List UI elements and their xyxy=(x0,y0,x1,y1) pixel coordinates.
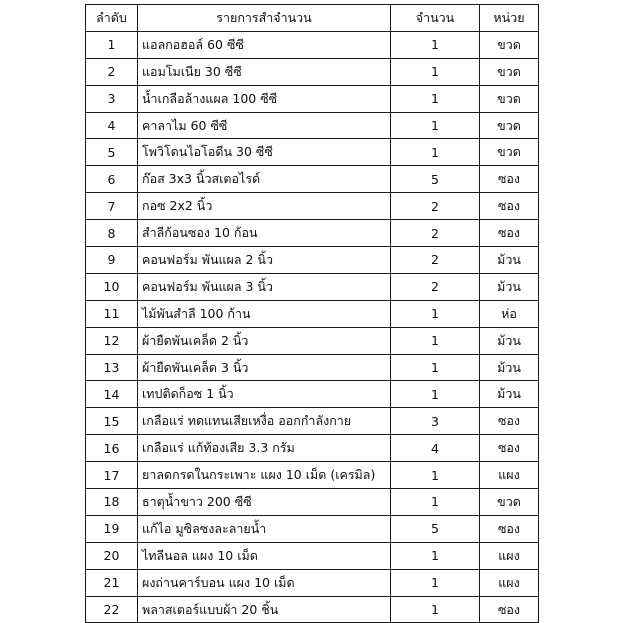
quantity-cell: 2 xyxy=(391,220,480,247)
table-row xyxy=(86,58,539,85)
table-row xyxy=(86,515,539,542)
unit-cell: ขวด xyxy=(480,489,539,516)
item-name-cell: ธาตุน้ำขาว 200 ซีซี xyxy=(138,489,391,516)
unit-cell: ห่อ xyxy=(480,300,539,327)
unit-cell: แผง xyxy=(480,542,539,569)
item-name-cell: น้ำเกลือล้างแผล 100 ซีซี xyxy=(138,85,391,112)
table-row xyxy=(86,542,539,569)
unit-cell: ม้วน xyxy=(480,327,539,354)
item-name-cell: กอซ 2x2 นิ้ว xyxy=(138,193,391,220)
table-row xyxy=(86,381,539,408)
quantity-cell: 2 xyxy=(391,247,480,274)
row-number-cell: 20 xyxy=(86,542,138,569)
row-number-cell: 22 xyxy=(86,596,138,623)
row-number-cell: 15 xyxy=(86,408,138,435)
unit-cell: ซอง xyxy=(480,515,539,542)
table-row xyxy=(86,220,539,247)
row-number-cell: 21 xyxy=(86,569,138,596)
table-row xyxy=(86,166,539,193)
quantity-cell: 2 xyxy=(391,273,480,300)
unit-cell: ซอง xyxy=(480,408,539,435)
header-quantity: จำนวน xyxy=(391,5,480,32)
unit-cell: ม้วน xyxy=(480,273,539,300)
table-row xyxy=(86,300,539,327)
unit-cell: ซอง xyxy=(480,220,539,247)
row-number-cell: 3 xyxy=(86,85,138,112)
item-name-cell: แอมโมเนีย 30 ซีซี xyxy=(138,58,391,85)
row-number-cell: 6 xyxy=(86,166,138,193)
quantity-cell: 1 xyxy=(391,31,480,58)
row-number-cell: 14 xyxy=(86,381,138,408)
row-number-cell: 18 xyxy=(86,489,138,516)
item-name-cell: โพวิโดนไอโอดีน 30 ซีซี xyxy=(138,139,391,166)
table-row xyxy=(86,31,539,58)
quantity-cell: 1 xyxy=(391,381,480,408)
table-row xyxy=(86,408,539,435)
table-row xyxy=(86,596,539,623)
header-item: รายการสำจำนวน xyxy=(138,5,391,32)
quantity-cell: 1 xyxy=(391,489,480,516)
row-number-cell: 17 xyxy=(86,462,138,489)
table-row xyxy=(86,569,539,596)
row-number-cell: 2 xyxy=(86,58,138,85)
item-name-cell: ผ้ายืดพันเคล็ด 2 นิ้ว xyxy=(138,327,391,354)
row-number-cell: 11 xyxy=(86,300,138,327)
unit-cell: ม้วน xyxy=(480,354,539,381)
table-row xyxy=(86,247,539,274)
header-row xyxy=(86,5,539,32)
quantity-cell: 1 xyxy=(391,596,480,623)
quantity-cell: 4 xyxy=(391,435,480,462)
item-name-cell: แก้ไอ มูซิลซงละลายน้ำ xyxy=(138,515,391,542)
table-row xyxy=(86,435,539,462)
item-name-cell: คาลาไม 60 ซีซี xyxy=(138,112,391,139)
unit-cell: ซอง xyxy=(480,596,539,623)
unit-cell: ซอง xyxy=(480,193,539,220)
item-name-cell: ผ้ายืดพันเคล็ด 3 นิ้ว xyxy=(138,354,391,381)
quantity-cell: 1 xyxy=(391,354,480,381)
row-number-cell: 7 xyxy=(86,193,138,220)
table-row xyxy=(86,85,539,112)
table-row xyxy=(86,139,539,166)
row-number-cell: 4 xyxy=(86,112,138,139)
row-number-cell: 5 xyxy=(86,139,138,166)
quantity-cell: 1 xyxy=(391,139,480,166)
quantity-cell: 1 xyxy=(391,462,480,489)
item-name-cell: ยาลดกรดในกระเพาะ แผง 10 เม็ด (เครมิล) xyxy=(138,462,391,489)
item-name-cell: ไม้พันสำลี 100 ก้าน xyxy=(138,300,391,327)
table-row xyxy=(86,112,539,139)
unit-cell: แผง xyxy=(480,569,539,596)
item-name-cell: คอนฟอร์ม พันแผล 3 นิ้ว xyxy=(138,273,391,300)
unit-cell: ซอง xyxy=(480,166,539,193)
table-row xyxy=(86,489,539,516)
row-number-cell: 19 xyxy=(86,515,138,542)
row-number-cell: 16 xyxy=(86,435,138,462)
item-name-cell: สำลีก้อนซอง 10 ก้อน xyxy=(138,220,391,247)
table-row xyxy=(86,327,539,354)
quantity-cell: 1 xyxy=(391,58,480,85)
quantity-cell: 1 xyxy=(391,327,480,354)
quantity-cell: 1 xyxy=(391,85,480,112)
item-name-cell: ผงถ่านคาร์บอน แผง 10 เม็ด xyxy=(138,569,391,596)
item-name-cell: แอลกอฮอล์ 60 ซีซี xyxy=(138,31,391,58)
quantity-cell: 1 xyxy=(391,542,480,569)
quantity-cell: 1 xyxy=(391,569,480,596)
row-number-cell: 1 xyxy=(86,31,138,58)
unit-cell: ขวด xyxy=(480,112,539,139)
supply-table xyxy=(85,4,539,623)
quantity-cell: 5 xyxy=(391,166,480,193)
item-name-cell: ก๊อส 3x3 นิ้วสเตอไรด์ xyxy=(138,166,391,193)
supply-list-sheet xyxy=(85,4,538,623)
table-row xyxy=(86,354,539,381)
unit-cell: ขวด xyxy=(480,31,539,58)
row-number-cell: 13 xyxy=(86,354,138,381)
unit-cell: ขวด xyxy=(480,58,539,85)
quantity-cell: 5 xyxy=(391,515,480,542)
quantity-cell: 3 xyxy=(391,408,480,435)
row-number-cell: 10 xyxy=(86,273,138,300)
quantity-cell: 2 xyxy=(391,193,480,220)
quantity-cell: 1 xyxy=(391,300,480,327)
quantity-cell: 1 xyxy=(391,112,480,139)
header-number: ลำดับ xyxy=(86,5,138,32)
row-number-cell: 8 xyxy=(86,220,138,247)
table-row xyxy=(86,193,539,220)
item-name-cell: ไทลีนอล แผง 10 เม็ด xyxy=(138,542,391,569)
unit-cell: แผง xyxy=(480,462,539,489)
unit-cell: ม้วน xyxy=(480,381,539,408)
unit-cell: ขวด xyxy=(480,85,539,112)
item-name-cell: เกลือแร่ แก้ท้องเสีย 3.3 กรัม xyxy=(138,435,391,462)
item-name-cell: เทปติดก็อซ 1 นิ้ว xyxy=(138,381,391,408)
table-row xyxy=(86,462,539,489)
row-number-cell: 9 xyxy=(86,247,138,274)
unit-cell: ม้วน xyxy=(480,247,539,274)
unit-cell: ซอง xyxy=(480,435,539,462)
row-number-cell: 12 xyxy=(86,327,138,354)
unit-cell: ขวด xyxy=(480,139,539,166)
item-name-cell: เกลือแร่ ทดแทนเสียเหงื่อ ออกกำลังกาย xyxy=(138,408,391,435)
item-name-cell: คอนฟอร์ม พันแผล 2 นิ้ว xyxy=(138,247,391,274)
table-row xyxy=(86,273,539,300)
item-name-cell: พลาสเตอร์แบบผ้า 20 ชิ้น xyxy=(138,596,391,623)
header-unit: หน่วย xyxy=(480,5,539,32)
